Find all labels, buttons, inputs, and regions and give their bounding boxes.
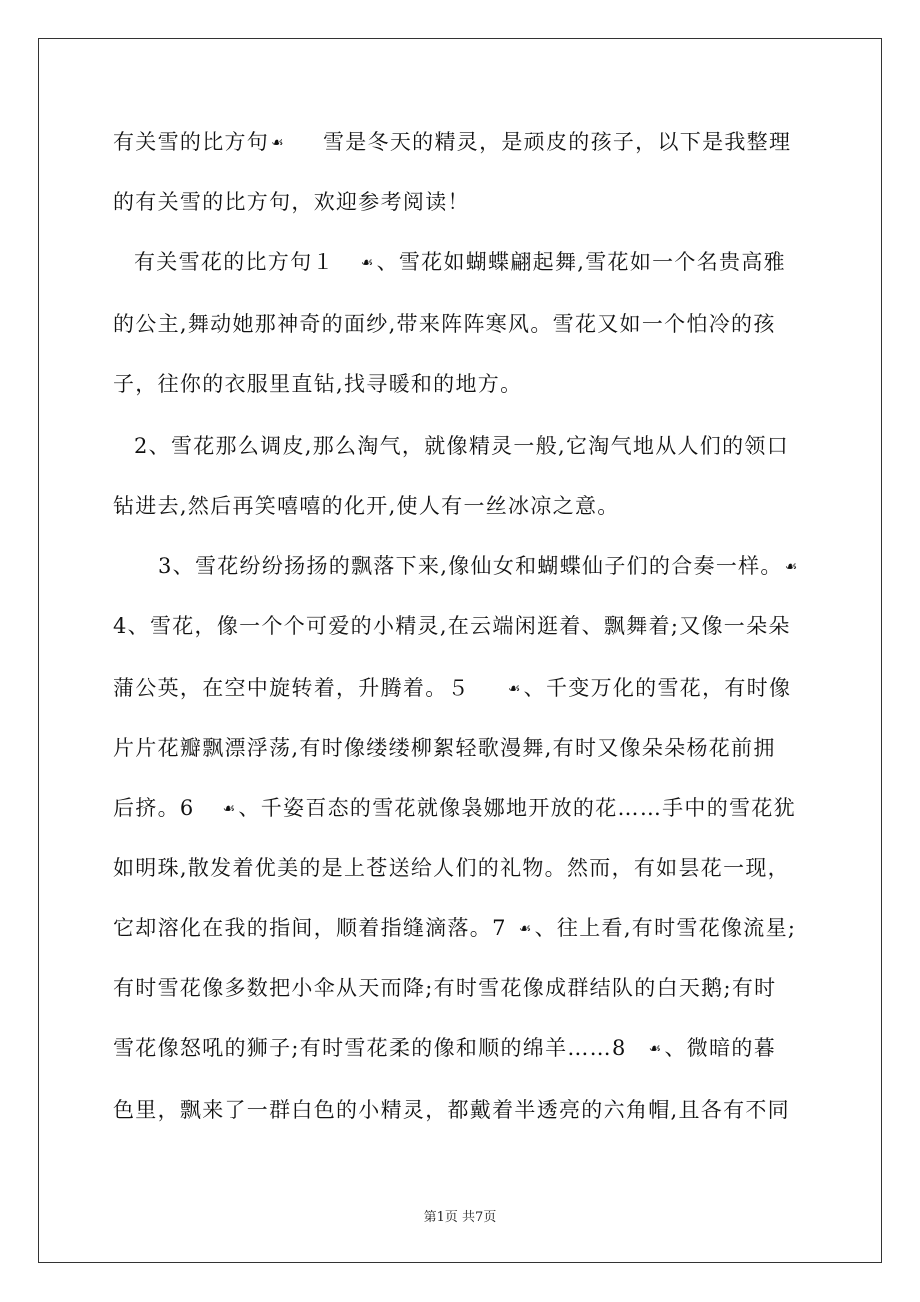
bullet-glyph-icon: ☙ xyxy=(784,559,799,575)
text-line-7: 钻进去,然后再笑嘻嘻的化开,使人有一丝冰凉之意。 xyxy=(113,494,620,518)
text-line-16: 雪花像怒吼的狮子;有时雪花柔的像和顺的绵羊……8 ☙、微暗的暮 xyxy=(113,1034,813,1063)
bullet-glyph-icon: ☙ xyxy=(518,921,533,937)
bullet-glyph-icon: ☙ xyxy=(360,255,375,271)
text-line-9: 4、雪花，像一个个可爱的小精灵,在云端闲逛着、飘舞着;又像一朵朵 xyxy=(113,614,791,638)
text-line-1: 有关雪的比方句 ☙ 雪是冬天的精灵，是顽皮的孩子，以下是我整理 xyxy=(113,128,813,157)
text-line-17: 色里，飘来了一群白色的小精灵，都戴着半透亮的六角帽,且各有不同 xyxy=(113,1098,790,1122)
text-line-10: 蒲公英，在空中旋转着，升腾着。５ ☙、千变万化的雪花，有时像 xyxy=(113,674,813,703)
text-line-14: 它却溶化在我的指间，顺着指缝滴落。7 ☙、往上看,有时雪花像流星; xyxy=(113,914,813,943)
page-footer: 第1页 共7页 xyxy=(423,1210,497,1225)
text-line-11: 片片花瓣飘漂浮荡,有时像缕缕柳絮轻歌漫舞,有时又像朵朵杨花前拥 xyxy=(113,736,776,760)
text-line-4: 的公主,舞动她那神奇的面纱,带来阵阵寒风。雪花又如一个怕冷的孩 xyxy=(113,312,776,336)
bullet-glyph-icon: ☙ xyxy=(222,801,237,817)
bullet-glyph-icon: ☙ xyxy=(507,681,522,697)
text-line-8: 3、雪花纷纷扬扬的飘落下来,像仙女和蝴蝶仙子们的合奏一样。 ☙ xyxy=(158,552,858,581)
text-line-3: 有关雪花的比方句１ ☙、雪花如蝴蝶翩起舞,雪花如一个名贵高雅 xyxy=(134,248,834,277)
text-line-6: 2、雪花那么调皮,那么淘气，就像精灵一般,它淘气地从人们的领口 xyxy=(134,434,790,458)
page-frame xyxy=(38,38,882,1263)
bullet-glyph-icon: ☙ xyxy=(271,135,285,151)
text-line-15: 有时雪花像多数把小伞从天而降;有时雪花像成群结队的白天鹅;有时 xyxy=(113,976,777,1000)
text-line-5: 子，往你的衣服里直钻,找寻暖和的地方。 xyxy=(113,372,523,396)
bullet-glyph-icon: ☙ xyxy=(648,1041,663,1057)
text-line-12: 后挤。6 ☙、千姿百态的雪花就像袅娜地开放的花……手中的雪花犹 xyxy=(113,794,813,823)
text-line-13: 如明珠,散发着优美的是上苍送给人们的礼物。然而，有如昙花一现， xyxy=(113,856,790,880)
text-line-2: 的有关雪的比方句，欢迎参考阅读！ xyxy=(113,190,470,214)
